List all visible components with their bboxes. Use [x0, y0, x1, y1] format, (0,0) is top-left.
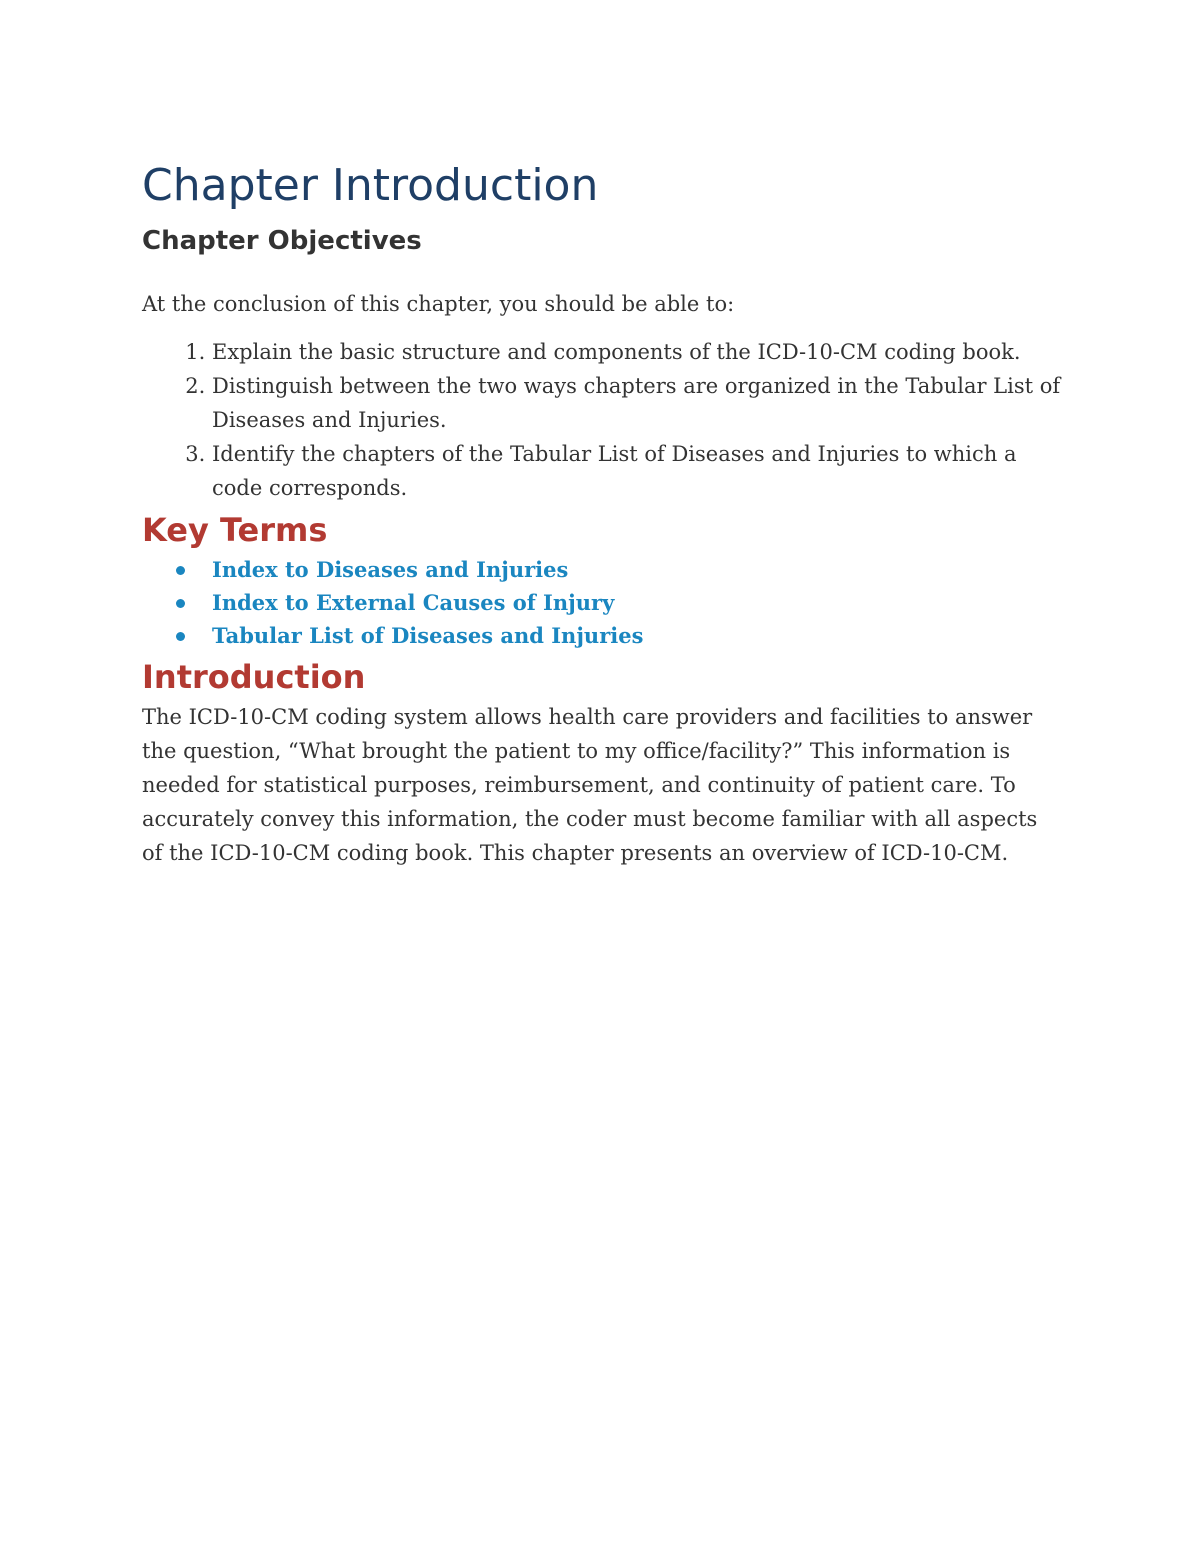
- page-title: Chapter Introduction: [142, 160, 599, 211]
- objectives-intro: At the conclusion of this chapter, you should be able to:: [142, 291, 735, 316]
- key-terms-list: [142, 553, 1062, 652]
- introduction-paragraph: The ICD-10-CM coding system allows health care providers and facilities to answer the question, “What brought the patient to my office/facility?” This information is needed for statistical purposes, reimbursement, and continuity of patient care. To accurately convey this information, the coder must become familiar with all aspects of the ICD-10-CM coding book. This chapter presents an overview of ICD-10-CM.: [142, 705, 1038, 866]
- key-terms-heading: Key Terms: [142, 510, 328, 549]
- chapter-objectives-heading: Chapter Objectives: [142, 225, 422, 256]
- bullet-icon: [176, 632, 185, 641]
- introduction-heading: Introduction: [142, 657, 366, 696]
- document-page: [142, 160, 1062, 870]
- key-term-item[interactable]: [212, 553, 1062, 586]
- key-term-link[interactable]: Tabular List of Diseases and Injuries: [212, 622, 644, 648]
- objectives-list: [142, 335, 1062, 505]
- bullet-icon: [176, 566, 185, 575]
- key-term-link[interactable]: Index to Diseases and Injuries: [212, 556, 569, 582]
- bullet-icon: [176, 599, 185, 608]
- key-term-item[interactable]: [212, 586, 1062, 619]
- objective-item: 1. Explain the basic structure and components of the ICD-10-CM coding book.: [212, 335, 1062, 369]
- objective-item: 2. Distinguish between the two ways chapters are organized in the Tabular List of Diseases and Injuries.: [212, 369, 1062, 437]
- key-term-item[interactable]: [212, 619, 1062, 652]
- key-term-link[interactable]: Index to External Causes of Injury: [212, 589, 615, 615]
- objective-item: 3. Identify the chapters of the Tabular List of Diseases and Injuries to which a code corresponds.: [212, 437, 1062, 505]
